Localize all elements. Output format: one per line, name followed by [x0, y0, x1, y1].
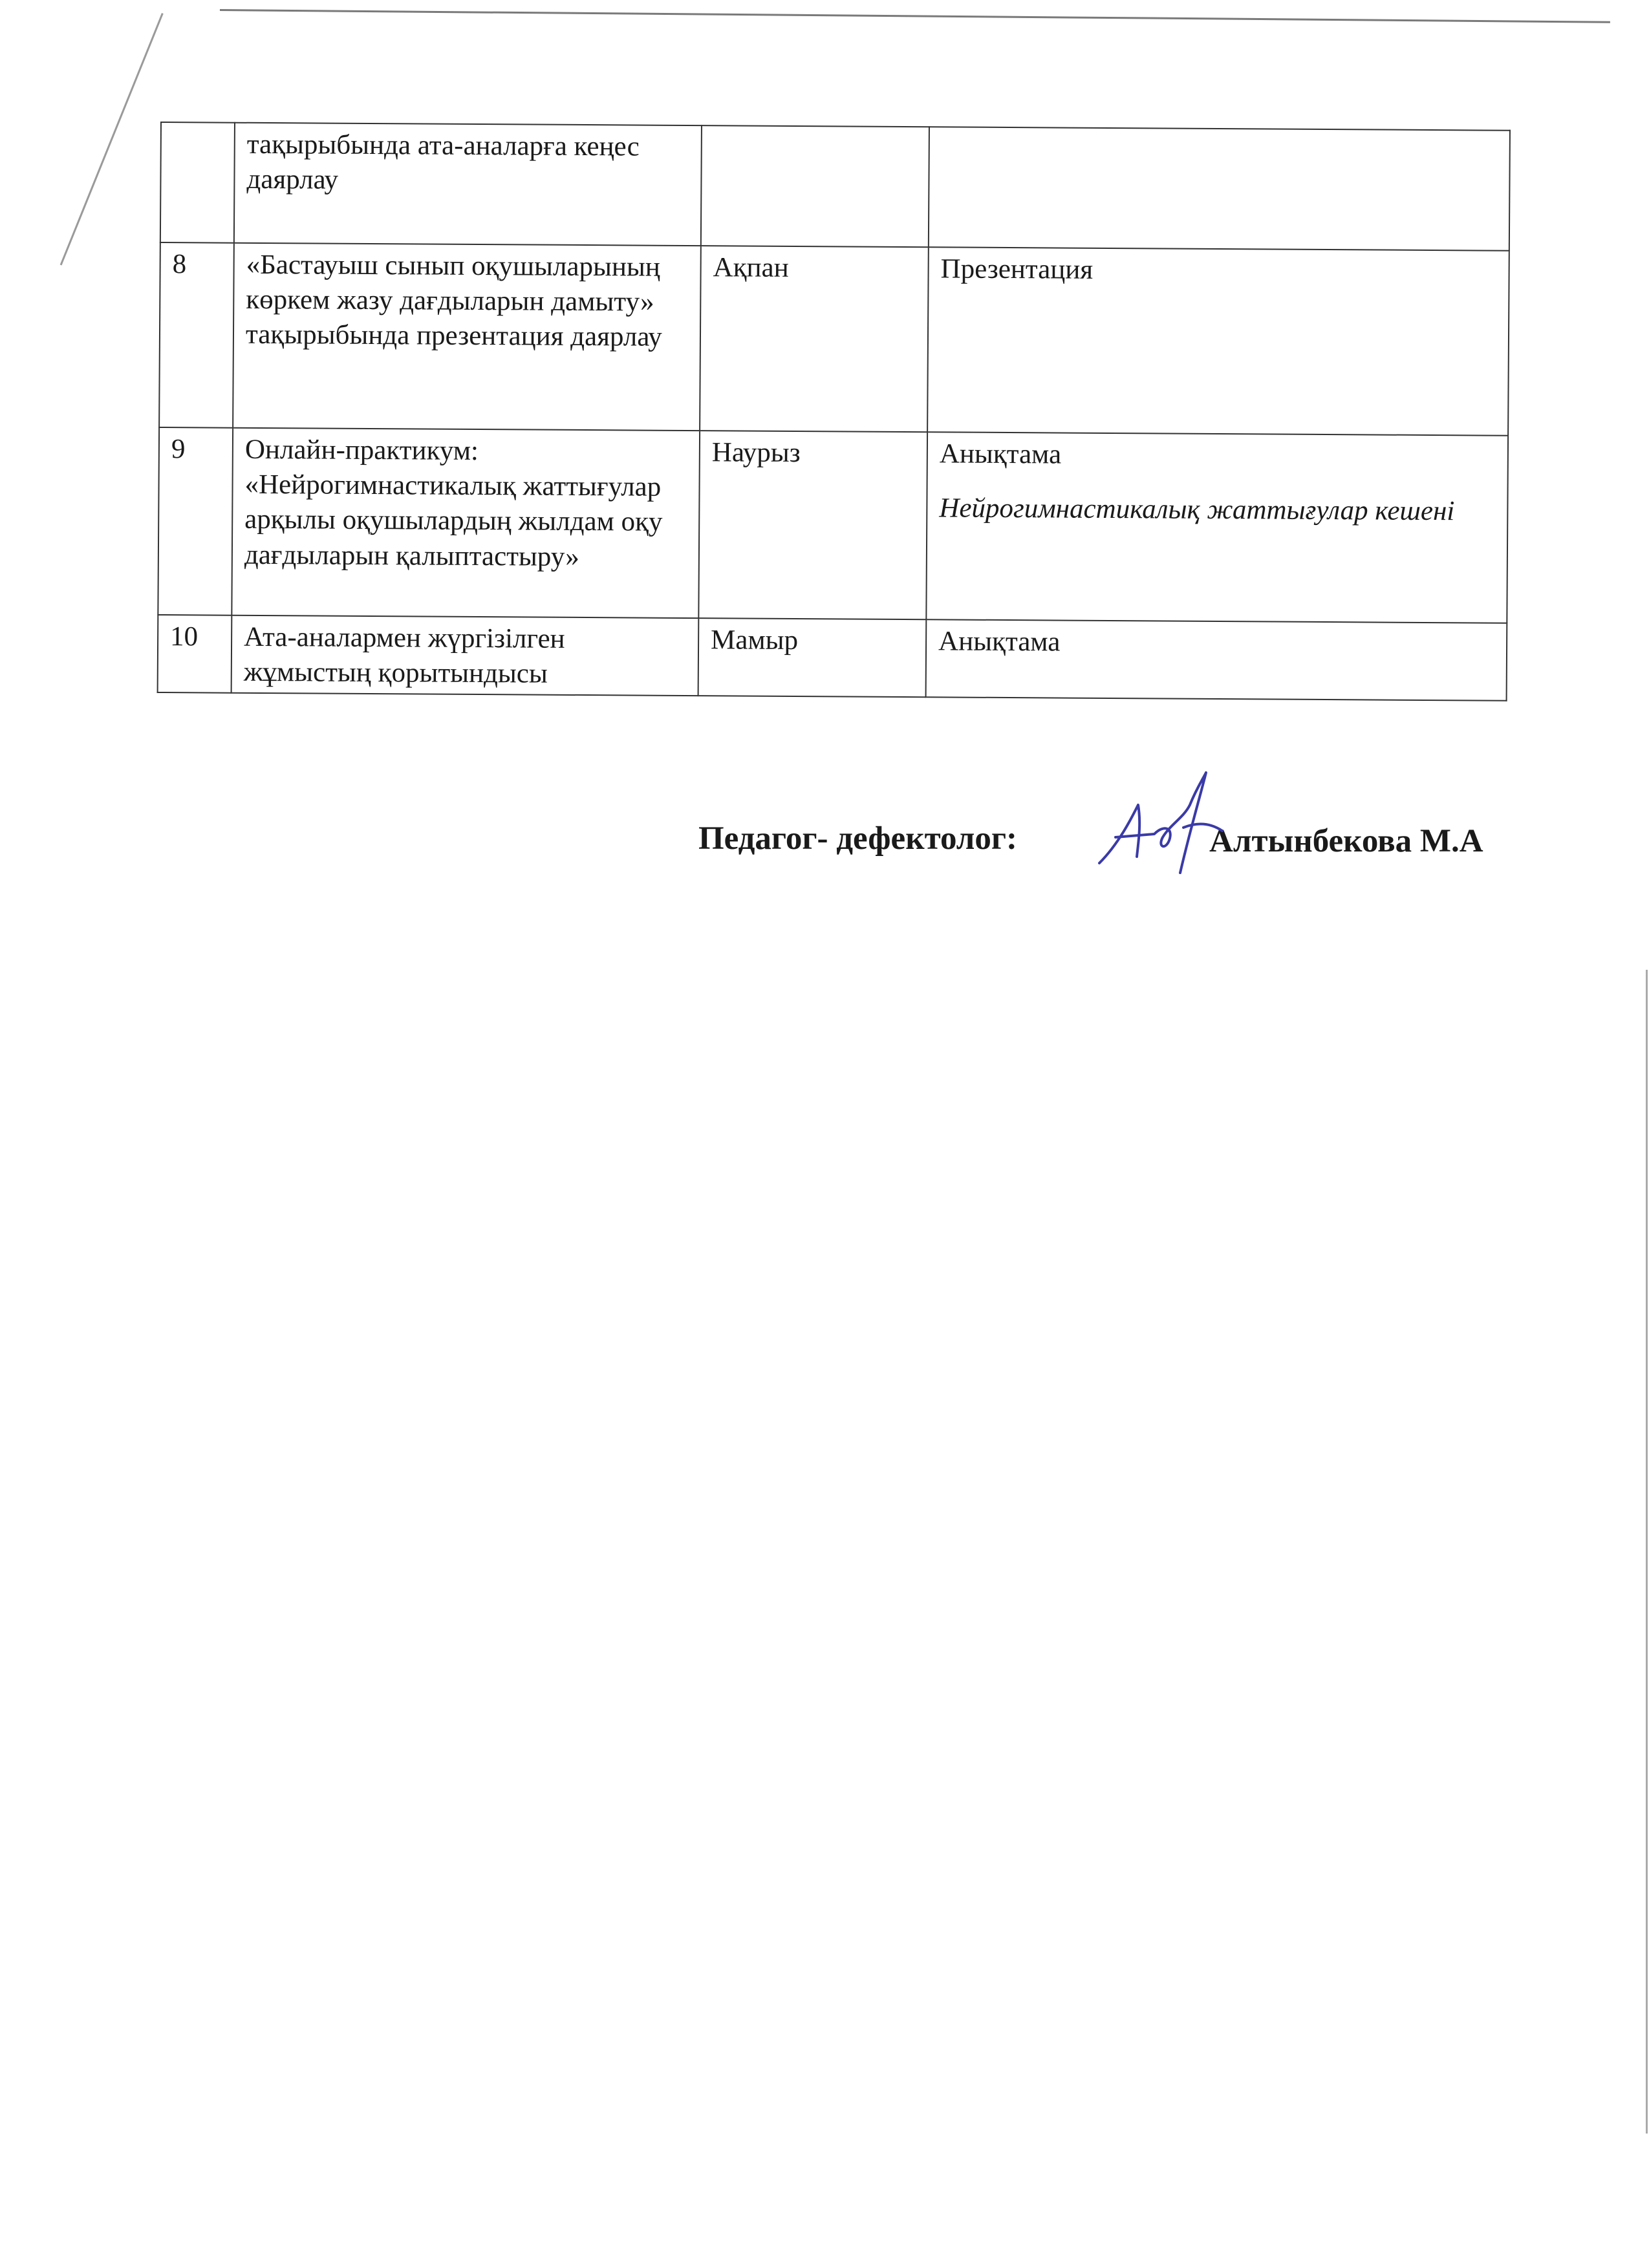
row-number: 10 — [158, 615, 232, 693]
row-topic: Онлайн-практикум: «Нейрогимнастикалық жаттығулар арқылы оқушылардың жылдам оқу дағдыларын қалыптастыру» — [232, 428, 700, 618]
row-topic: тақырыбында ата-аналарға кеңес даярлау — [234, 123, 702, 246]
row-form — [926, 619, 1507, 701]
row-form — [929, 127, 1510, 250]
plan-table — [157, 122, 1511, 701]
scan-edge-right — [1646, 970, 1648, 2134]
row-form-text: Презентация — [940, 253, 1094, 285]
row-month — [701, 125, 929, 247]
row-form — [926, 432, 1508, 623]
table-row — [159, 242, 1509, 436]
table-row — [158, 615, 1507, 701]
signature-role: Педагог- дефектолог: — [698, 820, 1018, 857]
row-month: Ақпан — [700, 246, 929, 432]
signature-name: Алтынбекова М.А — [1209, 823, 1483, 859]
row-number: 8 — [159, 242, 234, 428]
table-row — [160, 122, 1510, 251]
row-form-text: Анықтама — [939, 438, 1062, 470]
scan-edge-left — [60, 13, 164, 266]
row-month: Наурыз — [698, 431, 927, 619]
table-row — [158, 427, 1508, 623]
scan-edge-top — [220, 9, 1610, 23]
row-number: 9 — [158, 427, 233, 615]
row-month: Мамыр — [698, 618, 927, 697]
row-topic: «Бастауыш сынып оқушыларының көркем жазу дағдыларын дамыту» тақырыбында презентация даярлау — [233, 243, 701, 431]
handwritten-signature — [1093, 766, 1229, 879]
row-number — [160, 122, 235, 243]
row-form-note: Нейрогимнастикалық жаттығулар кешені — [939, 493, 1455, 527]
row-topic: Ата-аналармен жүргізілген жұмыстың қорытындысы — [232, 615, 699, 696]
row-form — [927, 247, 1509, 435]
row-form-text: Анықтама — [938, 626, 1061, 658]
